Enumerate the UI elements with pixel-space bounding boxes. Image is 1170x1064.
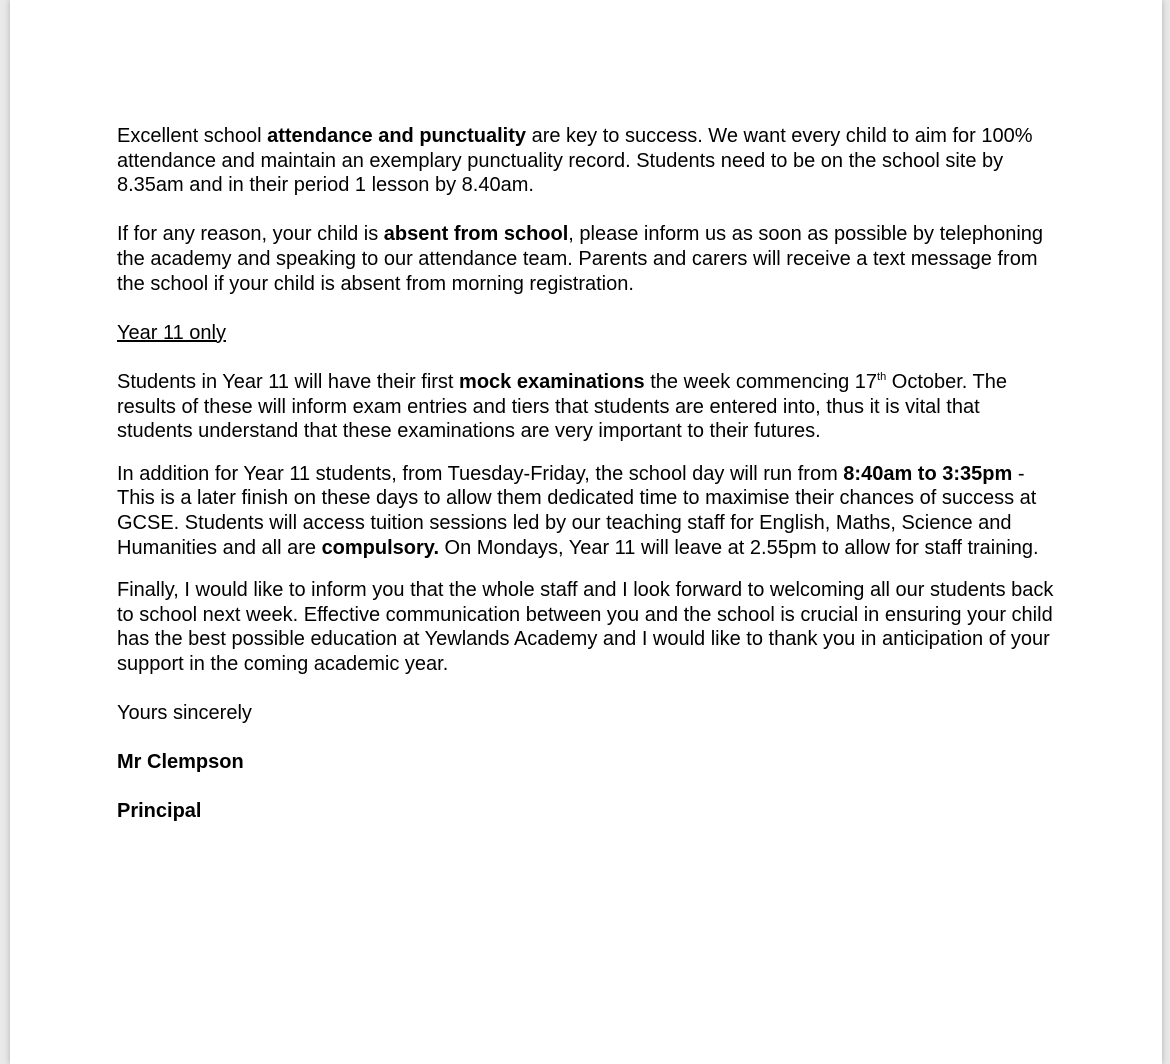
bold-text: 8:40am to 3:35pm <box>843 462 1013 485</box>
year11-heading: Year 11 only <box>117 321 226 344</box>
superscript: th <box>877 370 887 383</box>
letter-body <box>117 124 1057 824</box>
signatory-title <box>117 799 1057 824</box>
mock-exams-paragraph <box>117 370 1057 444</box>
signatory-name <box>117 750 1057 775</box>
bold-text: mock examinations <box>459 370 645 393</box>
text-run: In addition for Year 11 students, from Tuesday-Friday, the school day will run from <box>117 462 844 485</box>
document-page <box>10 0 1162 1064</box>
text-run: If for any reason, your child is <box>117 223 384 246</box>
text-run: Excellent school <box>117 125 268 147</box>
text-run: Students in Year 11 will have their first <box>117 370 460 393</box>
attendance-paragraph <box>117 124 1057 198</box>
text-run: are key to success. We want every child to aim for 100% attendance and maintain an exemplary punctuality record. Students need to be on the school site by 8.35am and in their period 1 lesson by 8.40am. <box>117 125 1033 197</box>
closing-paragraph: Finally, I would like to inform you that the whole staff and I look forward to welcoming all our students back to school next week. Effective communication between you and the school is crucial in ensuring your child has the best possible education at Yewlands Academy and I would like to thank you in anticipation of your support in the coming academic year. <box>117 579 1054 675</box>
school-day-paragraph <box>117 462 1057 560</box>
text-run: October. The results of these will inform exam entries and tiers that students are entered into, thus it is vital that students understand that these examinations are very important to their futures. <box>117 370 1008 443</box>
signatory-name-text: Mr Clempson <box>117 751 244 774</box>
bold-text: absent from school <box>383 223 569 246</box>
text-run: the week commencing 17 <box>644 370 878 393</box>
absence-paragraph <box>117 222 1057 296</box>
text-run: On Mondays, Year 11 will leave at 2.55pm to allow for staff training. <box>439 536 1039 559</box>
bold-text: attendance and punctuality <box>267 125 527 147</box>
text-run: , please inform us as soon as possible by telephoning the academy and speaking to our attendance team. Parents and carers will receive a text message from the school if your child is absent from morning registration. <box>117 223 1044 295</box>
bold-text: compulsory. <box>321 536 439 559</box>
closing-salutation: Yours sincerely <box>117 702 252 725</box>
signatory-title-text: Principal <box>117 800 202 823</box>
text-run: - This is a later finish on these days to allow them dedicated time to maximise their chances of success at GCSE. Students will access tuition sessions led by our teaching staff for English, Maths, Science and Humanities and all are <box>117 462 1037 559</box>
